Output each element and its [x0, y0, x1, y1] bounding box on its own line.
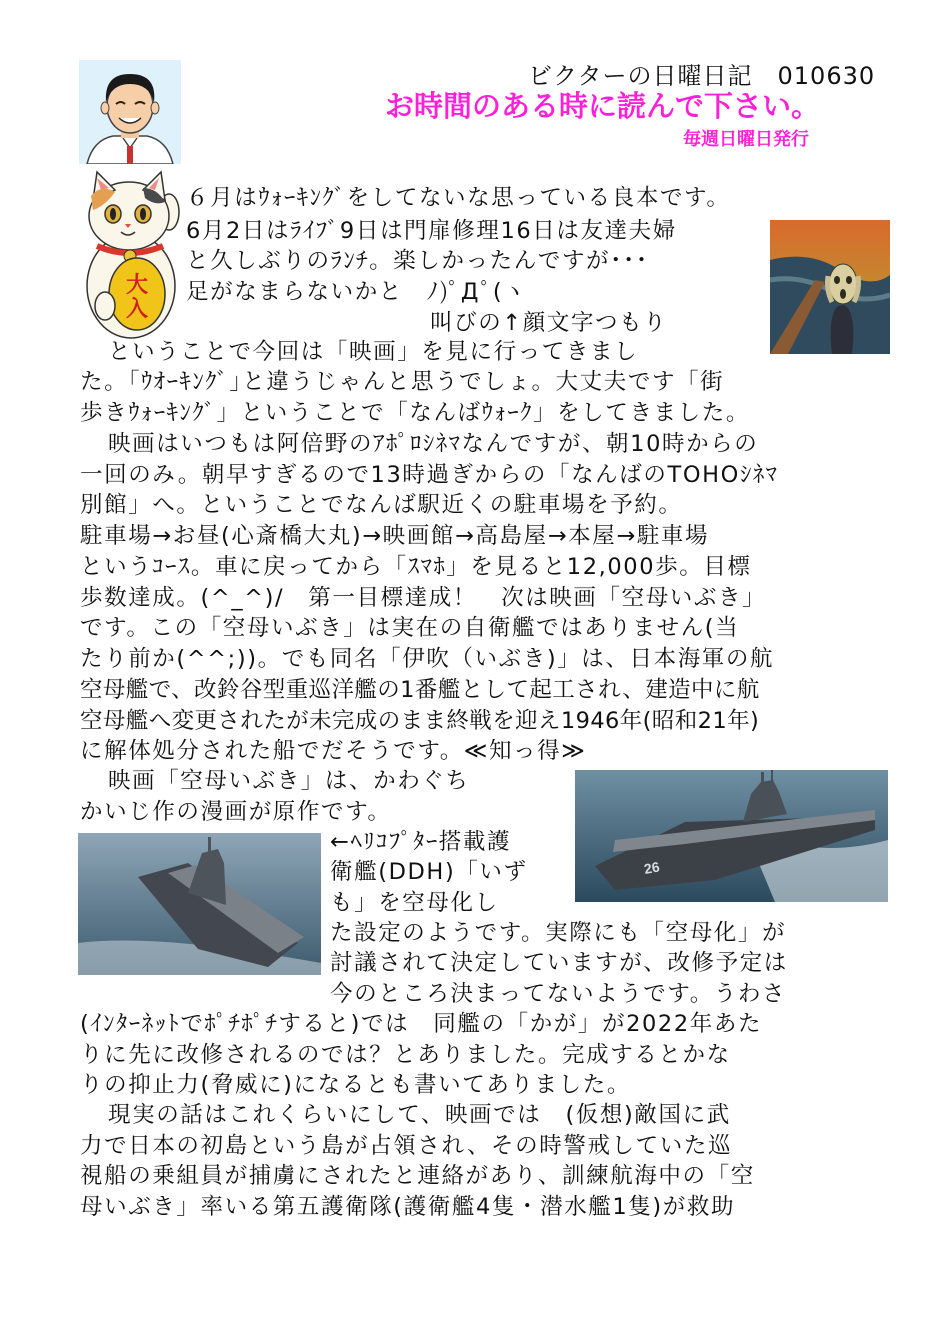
- body-line-17: 空母艦で、改鈴谷型重巡洋艦の1番艦として起工され、建造中に航: [80, 677, 760, 703]
- body-line-32: 力で日本の初島という島が占領され、その時警戒していた巡: [80, 1133, 733, 1159]
- body-line-18: 空母艦へ変更されたが未完成のまま終戦を迎え1946年(昭和21年): [80, 708, 760, 734]
- diary-subtitle: お時間のある時に読んで下さい。: [385, 89, 821, 123]
- body-line-34: 母いぶき」率いる第五護衛隊(護衛艦4隻・潜水艦1隻)が救助: [80, 1194, 736, 1220]
- hull-number: 26: [642, 858, 661, 877]
- body-line-07: た。｢ｳｵｰｷﾝｸﾞ｣と違うじゃんと思うでしょ。大丈夫です「街: [80, 369, 725, 395]
- body-line-30: りの抑止力(脅威に)になるとも書いてありました。: [80, 1072, 631, 1098]
- body-line-29: りに先に改修されるのでは？とありました。完成するとかな: [80, 1042, 731, 1068]
- body-line-05: 叫びの↑顔文字つもり: [430, 310, 668, 336]
- body-line-31: 現実の話はこれくらいにして、映画では (仮想)敵国に武: [108, 1102, 731, 1128]
- aircraft-carrier-photo-large: [575, 770, 888, 902]
- body-line-01: ６月はｳｫｰｷﾝｸﾞをしてないな思っている良本です。: [186, 185, 731, 211]
- author-caricature: [79, 60, 181, 164]
- body-line-19: に解体処分された船でだそうです。≪知っ得≫: [80, 738, 587, 764]
- body-line-20: 映画「空母いぶき」は、かわぐち: [108, 768, 470, 794]
- body-line-24: も」を空母化し: [330, 890, 499, 916]
- helicopter-destroyer-photo: [78, 833, 321, 975]
- the-scream-painting: [770, 220, 890, 354]
- body-line-04: 足がなまらないかと ﾉ)ﾟДﾟ(ヽ: [186, 279, 528, 305]
- lucky-cat-koban-text-top: 大: [125, 272, 149, 297]
- body-line-27: 今のところ決まってないようです。うわさ: [330, 981, 787, 1007]
- body-line-14: 歩数達成。(^_^)/ 第一目標達成！ 次は映画「空母いぶき」: [80, 585, 767, 611]
- diary-title: ビクターの日曜日記 010630: [528, 62, 876, 90]
- body-line-23: 衛艦(DDH)「いず: [330, 859, 528, 885]
- lucky-cat-koban-text-bottom: 入: [125, 296, 149, 321]
- body-line-11: 別館」へ。ということでなんば駅近くの駐車場を予約。: [80, 492, 683, 518]
- body-line-22: ←ﾍﾘｺﾌﾟﾀｰ搭載護: [330, 829, 512, 855]
- body-line-26: 討議されて決定していますが、改修予定は: [330, 950, 788, 976]
- body-line-08: 歩きｳｫｰｷﾝｸﾞ」ということで「なんばｳｫｰｸ」をしてきました。: [80, 400, 750, 426]
- body-line-13: というｺｰｽ。車に戻ってから「ｽﾏﾎ」を見ると12,000歩。目標: [80, 554, 752, 580]
- publish-schedule: 毎週日曜日発行: [683, 129, 809, 150]
- body-line-06: ということで今回は「映画」を見に行ってきまし: [108, 339, 639, 365]
- body-line-03: と久しぶりのﾗﾝﾁ。楽しかったんですが･･･: [186, 248, 649, 274]
- body-line-09: 映画はいつもは阿倍野のｱﾎﾟﾛｼﾈﾏなんですが、朝10時からの: [108, 431, 759, 457]
- body-line-10: 一回のみ。朝早すぎるので13時過ぎからの「なんばのTOHOｼﾈﾏ: [80, 462, 779, 488]
- body-line-16: たり前か(^^;))。でも同名「伊吹（いぶき)」は、日本海軍の航: [80, 646, 775, 672]
- body-line-12: 駐車場→お昼(心斎橋大丸)→映画館→高島屋→本屋→駐車場: [80, 523, 710, 549]
- maneki-neko-illustration: [81, 166, 181, 342]
- body-line-25: た設定のようです。実際にも「空母化」が: [330, 920, 787, 946]
- body-line-02: 6月2日はﾗｲﾌﾞ9日は門扉修理16日は友達夫婦: [186, 218, 677, 244]
- body-line-28: (ｲﾝﾀｰﾈｯﾄでﾎﾟﾁﾎﾟﾁすると)では 同艦の「かが」が2022年あた: [80, 1011, 763, 1037]
- body-line-33: 視船の乗組員が捕虜にされたと連絡があり、訓練航海中の「空: [80, 1163, 755, 1189]
- body-line-21: かいじ作の漫画が原作です。: [80, 799, 392, 825]
- body-line-15: です。この「空母いぶき」は実在の自衛艦ではありません(当: [80, 615, 740, 641]
